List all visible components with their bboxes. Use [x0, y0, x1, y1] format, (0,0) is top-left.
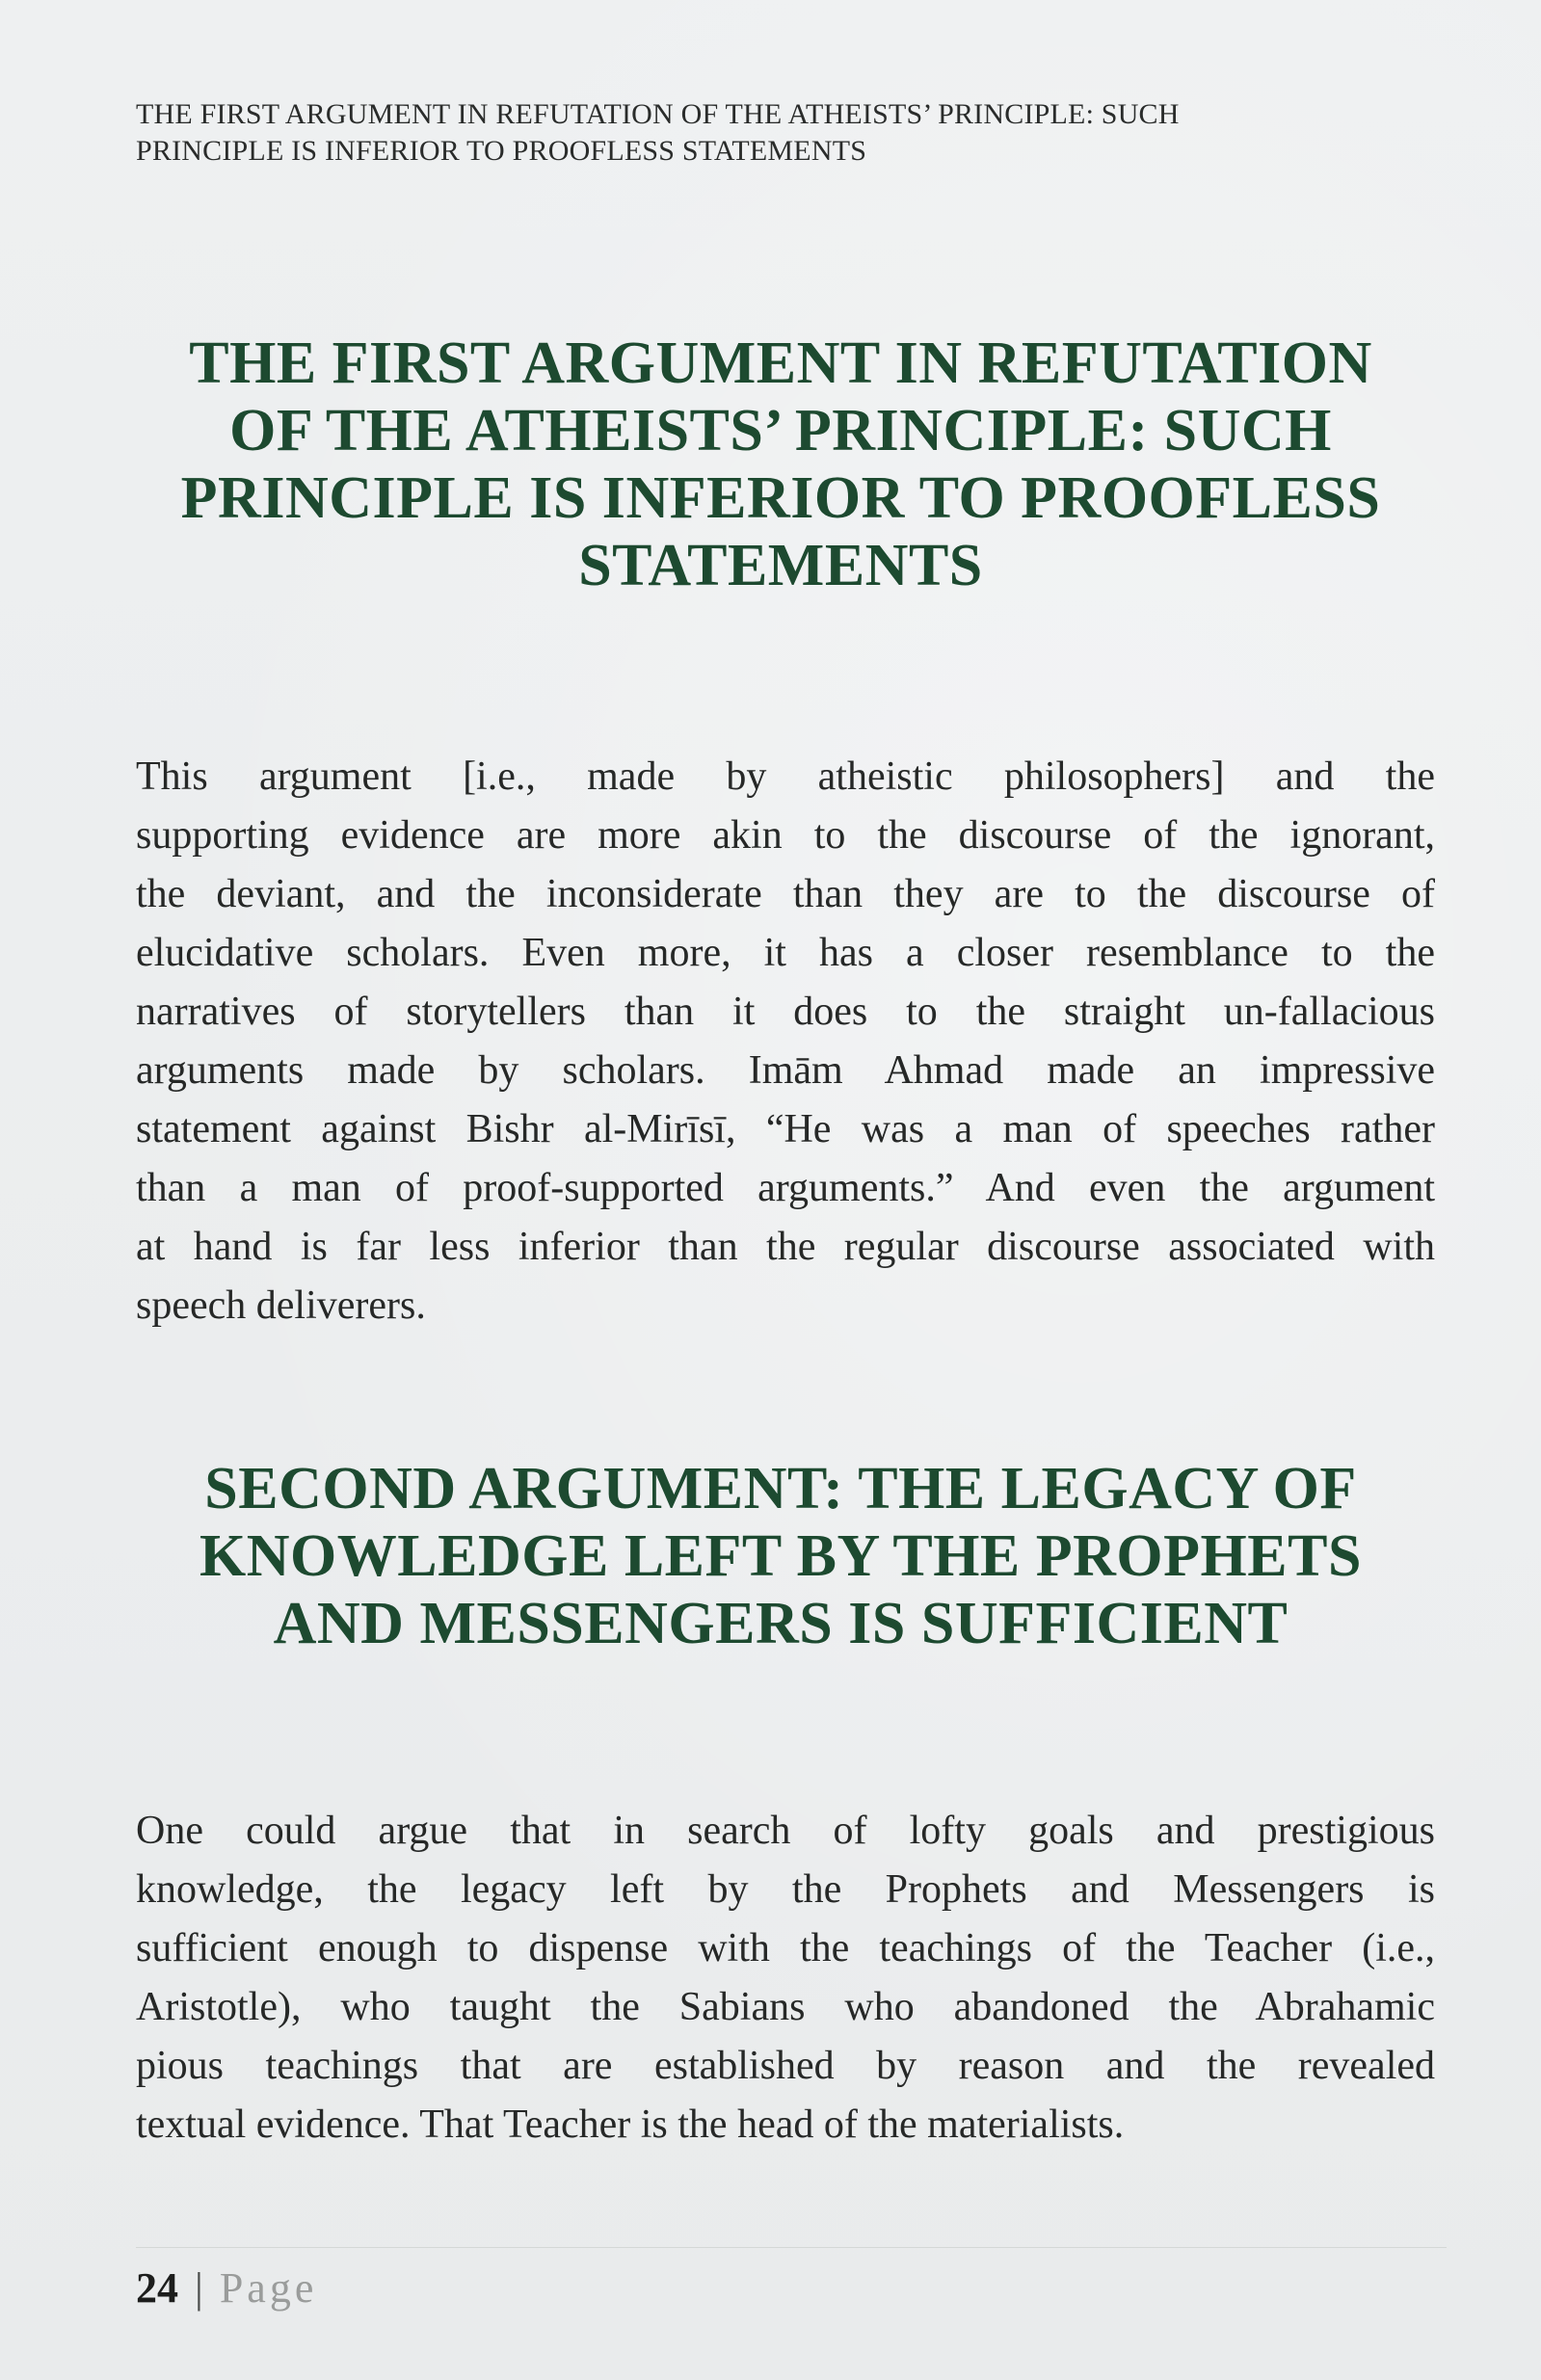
paragraph-line: the deviant, and the inconsiderate than they are to the discourse of: [136, 872, 1435, 916]
heading-line: STATEMENTS: [578, 533, 983, 598]
paragraph-line: elucidative scholars. Even more, it has a closer resemblance to the: [136, 931, 1435, 975]
page-number: 24: [136, 2264, 178, 2312]
paragraph-line: at hand is far less inferior than the regular discourse associated with: [136, 1225, 1435, 1269]
running-header-line: THE FIRST ARGUMENT IN REFUTATION OF THE ATHEISTS’ PRINCIPLE: SUCH: [136, 98, 1180, 130]
page-label: Page: [219, 2264, 318, 2312]
heading-line: KNOWLEDGE LEFT BY THE PROPHETS: [199, 1523, 1362, 1589]
running-header-line: PRINCIPLE IS INFERIOR TO PROOFLESS STATEMENTS: [136, 135, 867, 167]
paragraph-line: statement against Bishr al-Mirīsī, “He was a man of speeches rather: [136, 1107, 1435, 1151]
paragraph-line: pious teachings that are established by reason and the revealed: [136, 2044, 1435, 2088]
heading-line: THE FIRST ARGUMENT IN REFUTATION: [189, 331, 1372, 396]
heading-line: AND MESSENGERS IS SUFFICIENT: [273, 1591, 1289, 1656]
paragraph-line: arguments made by scholars. Imām Ahmad made an impressive: [136, 1048, 1435, 1093]
section-heading-first-argument: [125, 330, 1436, 599]
heading-line: PRINCIPLE IS INFERIOR TO PROOFLESS: [180, 465, 1381, 531]
paragraph-line: supporting evidence are more akin to the discourse of the ignorant,: [136, 813, 1435, 858]
body-paragraph-first-argument: [136, 748, 1435, 1335]
running-header: [136, 96, 1427, 170]
paragraph-line: sufficient enough to dispense with the teachings of the Teacher (i.e.,: [136, 1926, 1435, 1970]
footer-separator: |: [195, 2264, 203, 2312]
heading-line: OF THE ATHEISTS’ PRINCIPLE: SUCH: [229, 398, 1332, 463]
paragraph-line: This argument [i.e., made by atheistic philosophers] and the: [136, 754, 1435, 799]
paragraph-line: narratives of storytellers than it does to the straight un-fallacious: [136, 990, 1435, 1034]
paragraph-line: Aristotle), who taught the Sabians who abandoned the Abrahamic: [136, 1985, 1435, 2029]
footer-divider: [136, 2247, 1447, 2248]
paragraph-line: textual evidence. That Teacher is the head of the materialists.: [136, 2102, 1125, 2147]
paragraph-line: than a man of proof-supported arguments.” And even the argument: [136, 1166, 1435, 1210]
paragraph-line: knowledge, the legacy left by the Prophets and Messengers is: [136, 1867, 1435, 1912]
paragraph-line: One could argue that in search of lofty goals and prestigious: [136, 1809, 1435, 1853]
page-footer: [136, 2260, 317, 2317]
paragraph-line: speech deliverers.: [136, 1283, 426, 1328]
section-heading-second-argument: [125, 1455, 1436, 1657]
body-paragraph-second-argument: [136, 1802, 1435, 2155]
heading-line: SECOND ARGUMENT: THE LEGACY OF: [204, 1456, 1357, 1521]
